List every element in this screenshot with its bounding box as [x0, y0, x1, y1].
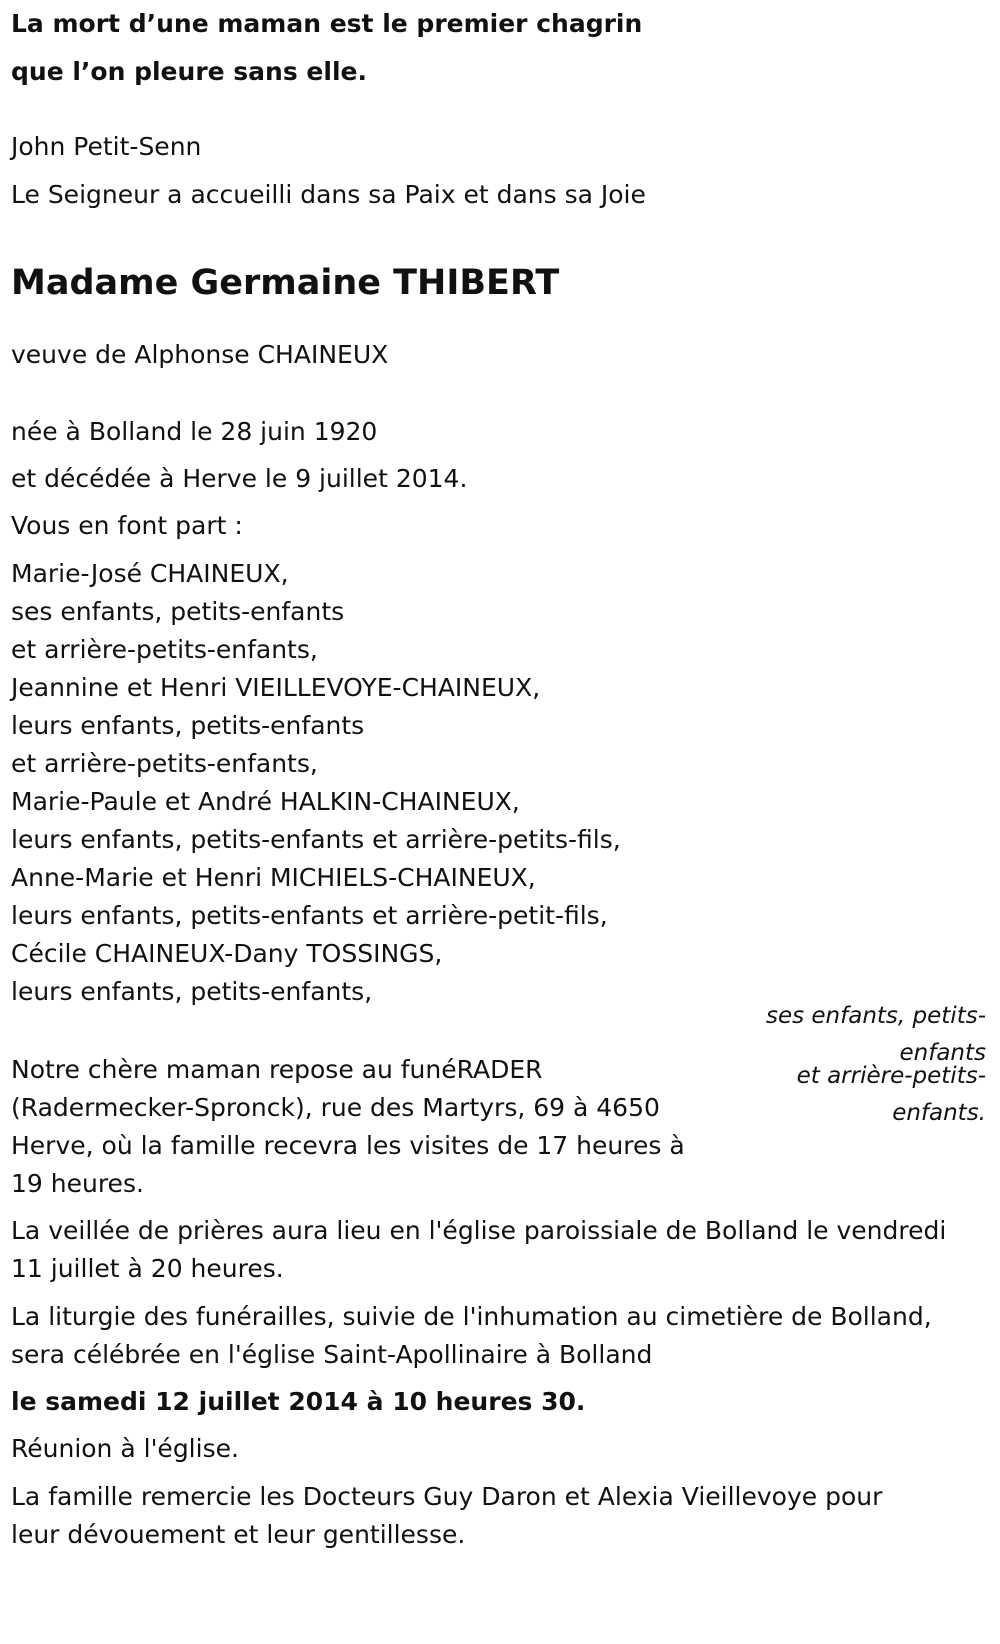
family-line: leurs enfants, petits-enfants et arrière-petits-fils,	[11, 825, 621, 854]
thanks-line: leur dévouement et leur gentillesse.	[11, 1520, 466, 1549]
intro-text: Le Seigneur a accueilli dans sa Paix et dans sa Joie	[11, 180, 646, 209]
side-note-line: et arrière-petits-	[796, 1063, 986, 1089]
liturgy-line: La liturgie des funérailles, suivie de l'inhumation au cimetière de Bolland,	[11, 1302, 932, 1331]
quote-line-2: que l’on pleure sans elle.	[11, 57, 367, 86]
family-line: et arrière-petits-enfants,	[11, 635, 318, 664]
family-line: Cécile CHAINEUX-Dany TOSSINGS,	[11, 939, 443, 968]
meeting-text: Réunion à l'église.	[11, 1434, 239, 1463]
family-line: Jeannine et Henri VIEILLEVOYE-CHAINEUX,	[11, 673, 541, 702]
quote-author: John Petit-Senn	[11, 132, 202, 161]
rest-line: Herve, où la famille recevra les visites de 17 heures à	[11, 1131, 685, 1160]
family-line: Marie-José CHAINEUX,	[11, 559, 289, 588]
side-note-line: enfants	[899, 1040, 986, 1066]
family-line: et arrière-petits-enfants,	[11, 749, 318, 778]
family-line: ses enfants, petits-enfants	[11, 597, 345, 626]
family-line: Anne-Marie et Henri MICHIELS-CHAINEUX,	[11, 863, 536, 892]
rest-line: Notre chère maman repose au funéRADER	[11, 1055, 543, 1084]
vigil-line: 11 juillet à 20 heures.	[11, 1254, 284, 1283]
rest-line: 19 heures.	[11, 1169, 144, 1198]
quote-line-1: La mort d’une maman est le premier chagrin	[11, 9, 643, 38]
thanks-line: La famille remercie les Docteurs Guy Daron et Alexia Vieillevoye pour	[11, 1482, 883, 1511]
death-info: et décédée à Herve le 9 juillet 2014.	[11, 464, 468, 493]
family-line: leurs enfants, petits-enfants	[11, 711, 365, 740]
birth-info: née à Bolland le 28 juin 1920	[11, 417, 378, 446]
liturgy-line: sera célébrée en l'église Saint-Apollinaire à Bolland	[11, 1340, 653, 1369]
family-line: leurs enfants, petits-enfants et arrière-petit-fils,	[11, 901, 608, 930]
rest-line: (Radermecker-Spronck), rue des Martyrs, 69 à 4650	[11, 1093, 660, 1122]
family-line: Marie-Paule et André HALKIN-CHAINEUX,	[11, 787, 520, 816]
announce-text: Vous en font part :	[11, 511, 243, 540]
vigil-line: La veillée de prières aura lieu en l'église paroissiale de Bolland le vendredi	[11, 1216, 947, 1245]
family-line: leurs enfants, petits-enfants,	[11, 977, 373, 1006]
side-note-line: ses enfants, petits-	[765, 1003, 986, 1029]
ceremony-date: le samedi 12 juillet 2014 à 10 heures 30.	[11, 1387, 586, 1416]
side-note-line: enfants.	[892, 1100, 986, 1126]
deceased-name: Madame Germaine THIBERT	[11, 263, 560, 303]
widow-of: veuve de Alphonse CHAINEUX	[11, 340, 389, 369]
